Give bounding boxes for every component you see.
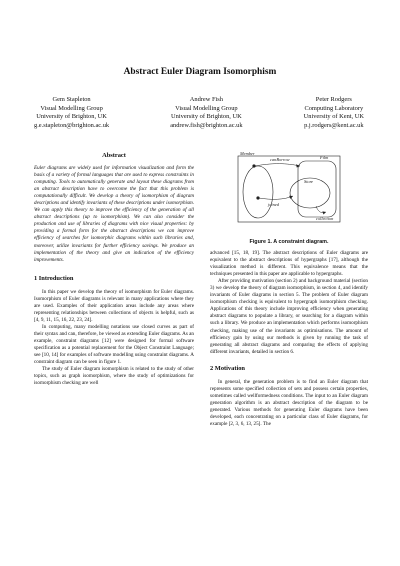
author-1	[34, 96, 109, 130]
author-2	[170, 96, 242, 130]
author-group: Visual Modelling Group	[175, 104, 238, 112]
author-group: Computing Laboratory	[304, 104, 364, 112]
intro-paragraph: The study of Euler diagram isomorphism is related to the study of other topics, such as graph isomorphism, where the study of optimizations for isomorphism checking are well	[34, 366, 194, 387]
author-email: andrew.fish@brighton.ac.uk	[170, 121, 243, 129]
section-heading-introduction: 1 Introduction	[34, 274, 74, 282]
motivation-paragraph: In general, the generation problem is to find an Euler diagram that represents some specified collection of sets and possess certain properties, sometimes called wellformedness conditions. The input to an Euler diagram generation algorithm is an abstract description of the diagram to be generated. Various methods for generating Euler diagrams have been developed, each concentrating on a particular class of Euler diagrams, for example [2, 3, 6, 13, 25]. The	[210, 378, 368, 427]
body-paragraph: After providing motivation (section 2) and background material (section 3) we develop the theory of diagram isomorphism, in section 4, and identify invariants of Euler diagrams in section 5. The problem of Euler diagram isomorphism checking is equivalent to hypergraph isomorphism checking. Applications of this theory include improving efficiency when generating abstract diagrams to populate a library, or searching for a diagram within such a library. We produce an implementation which performs isomorphism checking, making use of the invariants as optimisations. The amount of efficiency gain by using our methods is given by running the task of generating all abstract diagrams and comparing the effects of applying different invariants, detailed in section 6.	[210, 278, 368, 355]
label-joined: joined	[268, 202, 279, 207]
label-collection: collection	[316, 216, 334, 221]
author-name: Andrew Fish	[189, 96, 223, 103]
abstract-heading: Abstract	[102, 152, 126, 159]
author-institution: University of Kent, UK	[303, 113, 364, 121]
label-canborrow: canBorrow	[270, 157, 290, 162]
paper-title: Abstract Euler Diagram Isomorphism	[123, 67, 277, 77]
label-member: Member	[240, 152, 255, 156]
author-institution: University of Brighton, UK	[36, 113, 107, 121]
author-list	[34, 96, 364, 130]
section-heading-motivation: 2 Motivation	[210, 364, 245, 372]
author-institution: University of Brighton, UK	[171, 113, 242, 121]
author-3	[304, 96, 364, 130]
author-group: Visual Modelling Group	[40, 104, 103, 112]
member-curve	[243, 166, 273, 218]
constraint-diagram	[236, 152, 346, 234]
author-email: p.j.rodgers@kent.ac.uk	[304, 121, 364, 129]
author-email: g.e.stapleton@brighton.ac.uk	[34, 121, 110, 129]
canborrow-arrow	[255, 164, 300, 166]
label-store: Store	[304, 179, 314, 184]
author-name: Gem Stapleton	[52, 96, 91, 103]
body-paragraph: advanced [15, 18, 19]. The abstract descriptions of Euler diagrams are equivalent to the abstract descriptions of hypergraphs [17], although the visualization method is different. This equivalence means that the techniques presented in this paper are applicable to hypergraphs.	[210, 250, 368, 278]
abstract-text: Euler diagrams are widely used for information visualization and form the basis of a variety of formal languages that are used to express constraints in computing. Tools to automatically generate and layout these diagrams from an abstract description have to overcome the fact that this problem is computationally difficult. We develop a theory of isomorphism of diagram descriptions and identify invariants of these descriptions under isomorphism. We can apply this theory to improve the efficiency of the generation of all abstract descriptions (up to isomorphism). We can also consider the production and use of libraries of diagrams with nice visual properties: by providing a formal form for the abstract descriptions we can improve efficiency of searches for isomorphic diagrams within such libraries and, moreover, utilize invariants for further efficiency savings. We produce an implementation of the theory and give an indication of the efficiency improvements.	[34, 165, 194, 263]
author-name: Peter Rodgers	[315, 96, 352, 103]
intro-paragraph: In this paper we develop the theory of isomorphism for Euler diagrams. Isomorphism of Euler diagrams is relevant in many applications where they are used. Examples of their application areas include any areas where representing relationships between collections of objects is helpful, such as [4, 9, 11, 15, 16, 22, 23, 24].	[34, 288, 194, 323]
joined-arrow	[259, 196, 293, 199]
figure-caption: Figure 1. A constraint diagram.	[249, 239, 329, 245]
right-column	[210, 152, 368, 428]
left-column	[34, 152, 194, 387]
figure-1	[210, 152, 368, 245]
intro-paragraph: In computing, many modelling notations use closed curves as part of their syntax and can, therefore, be viewed as extending Euler diagrams. As an example, constraint diagrams [12] were designed for formal software specification as a potential replacement for the Object Constraint Language; see [10, 14] for examples of software modelling using constraint diagrams. A constraint diagram can be seen in figure 1.	[34, 323, 194, 366]
label-film: Film	[320, 155, 329, 160]
